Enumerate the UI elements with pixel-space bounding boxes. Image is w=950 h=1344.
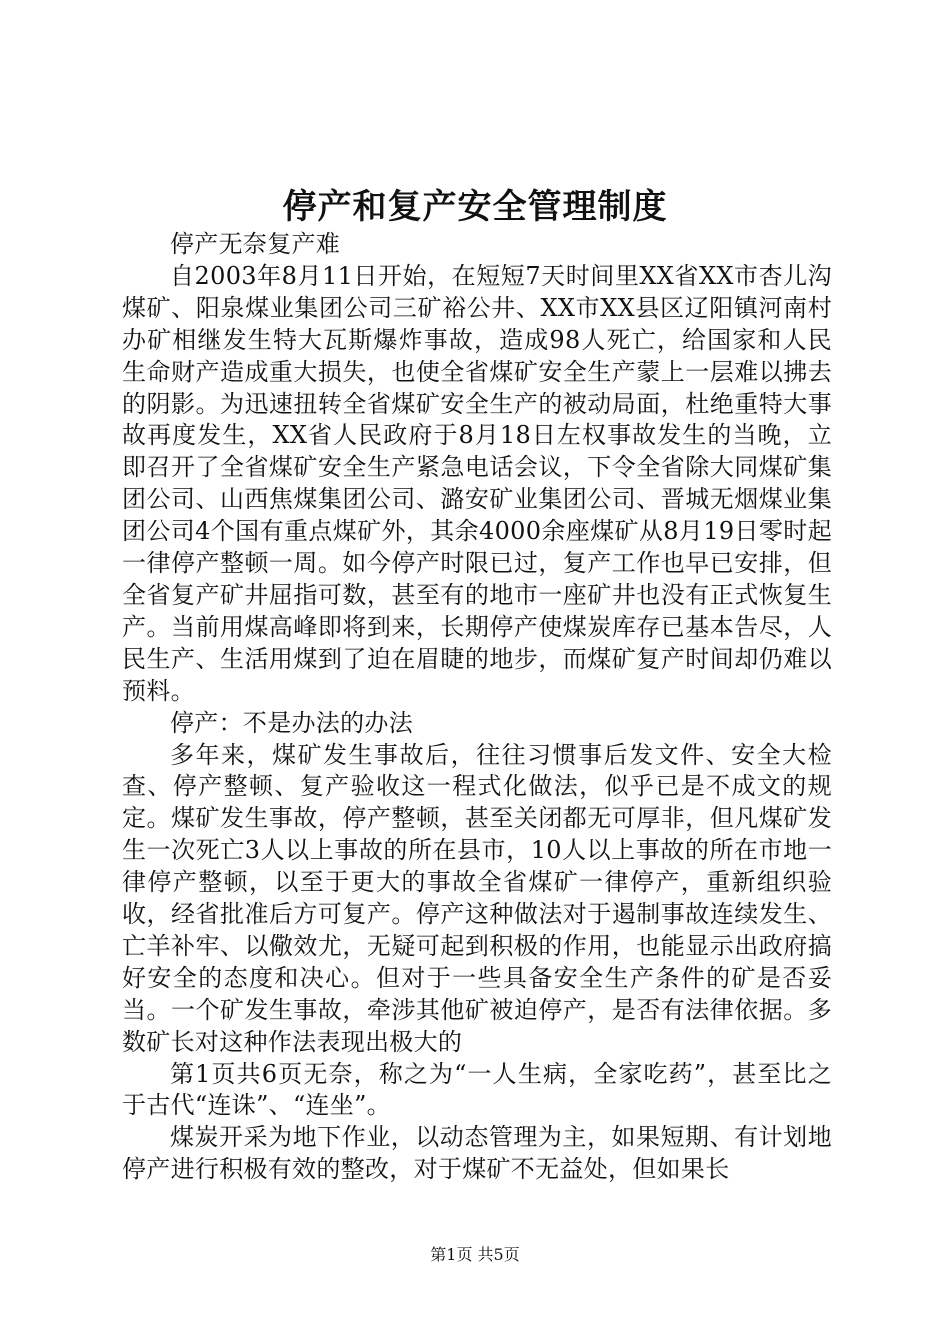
- section-heading: 停产无奈复产难: [170, 230, 341, 258]
- section-heading: 停产：不是办法的办法: [170, 708, 413, 737]
- document-title: 停产和复产安全管理制度: [282, 187, 668, 227]
- paragraph: 煤炭开采为地下作业，以动态管理为主，如果短期、有计划地停产进行积极有效的整改，对于煤矿不无益处，但如果长: [122, 1123, 832, 1184]
- paragraph: 自2003年8月11日开始，在短短7天时间里XX省XX市杏儿沟煤矿、阳泉煤业集团公司三矿裕公井、XX市XX县区辽阳镇河南村办矿相继发生特大瓦斯爆炸事故，造成98人死亡，给国家和人民生命财产造成重大损失，也使全省煤矿安全生产蒙上一层难以拂去的阴影。为迅速扭转全省煤矿安全生产的被动局面，杜绝重特大事故再度发生，XX省人民政府于8月18日左权事故发生的当晚，立即召开了全省煤矿安全生产紧急电话会议，下令全省除大同煤矿集团公司、山西焦煤集团公司、潞安矿业集团公司、晋城无烟煤业集团公司4个国有重点煤矿外，其余4000余座煤矿从8月19日零时起一律停产整顿一周。如今停产时限已过，复产工作也早已安排，但全省复产矿井屈指可数，甚至有的地市一座矿井也没有正式恢复生产。当前用煤高峰即将到来，长期停产使煤炭库存已基本告尽，人民生产、生活用煤到了迫在眉睫的地步，而煤矿复产时间却仍难以预料。: [122, 261, 832, 705]
- page-footer: 第1页 共5页: [430, 1245, 520, 1264]
- paragraph: 多年来，煤矿发生事故后，往往习惯事后发文件、安全大检查、停产整顿、复产验收这一程式化做法，似乎已是不成文的规定。煤矿发生事故，停产整顿，甚至关闭都无可厚非，但凡煤矿发生一次死亡3人以上事故的所在县市，10人以上事故的所在市地一律停产整顿，以至于更大的事故全省煤矿一律停产，重新组织验收，经省批准后方可复产。停产这种做法对于遏制事故连续发生、亡羊补牢、以儆效尤，无疑可起到积极的作用，也能显示出政府搞好安全的态度和决心。但对于一些具备安全生产条件的矿是否妥当。一个矿发生事故，牵涉其他矿被迫停产，是否有法律依据。多数矿长对这种作法表现出极大的: [122, 740, 832, 1056]
- document-body: [122, 229, 832, 1186]
- paragraph: 第1页共6页无奈，称之为“一人生病，全家吃药”，甚至比之于古代“连诛”、“连坐”。: [122, 1059, 832, 1120]
